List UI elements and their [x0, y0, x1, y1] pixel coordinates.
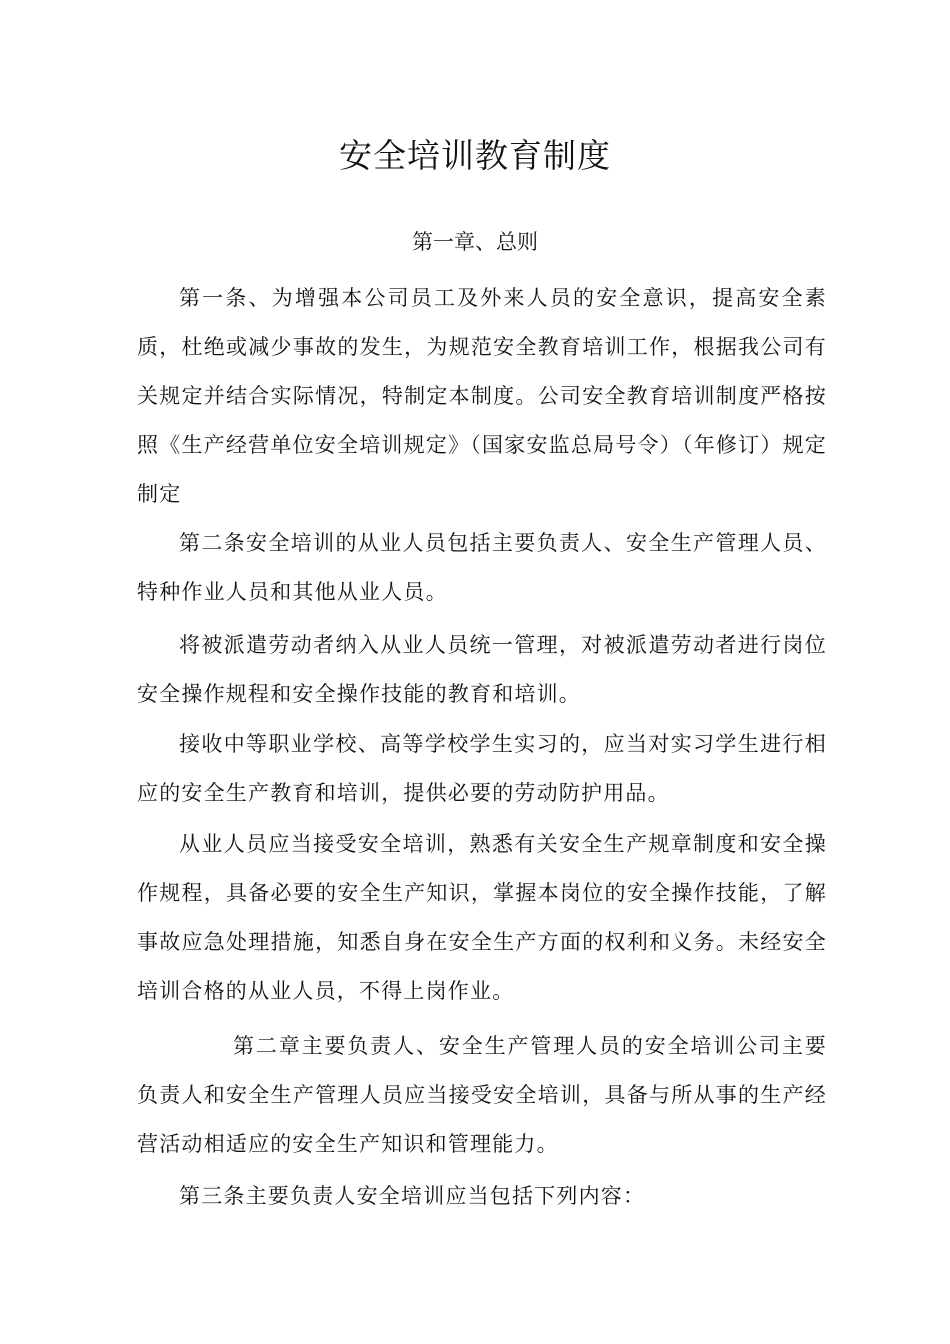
article-2-paragraph: 第二条安全培训的从业人员包括主要负责人、安全生产管理人员、特种作业人员和其他从业人员。	[137, 531, 827, 604]
intern-students-paragraph: 接收中等职业学校、高等学校学生实习的，应当对实习学生进行相应的安全生产教育和培训，提供必要的劳动防护用品。	[137, 732, 827, 805]
chapter-1-heading: 第一章、总则	[412, 230, 538, 254]
document-title: 安全培训教育制度	[339, 136, 611, 175]
article-3-paragraph: 第三条主要负责人安全培训应当包括下列内容：	[179, 1184, 646, 1208]
chapter-2-paragraph: 第二章主要负责人、安全生产管理人员的安全培训公司主要负责人和安全生产管理人员应当接受安全培训，具备与所从事的生产经营活动相适应的安全生产知识和管理能力。	[137, 1034, 827, 1156]
employee-training-paragraph: 从业人员应当接受安全培训，熟悉有关安全生产规章制度和安全操作规程，具备必要的安全生产知识，掌握本岗位的安全操作技能，了解事故应急处理措施，知悉自身在安全生产方面的权利和义务。未经安全培训合格的从业人员，不得上岗作业。	[137, 832, 827, 1003]
article-1-paragraph: 第一条、为增强本公司员工及外来人员的安全意识，提高安全素质，杜绝或减少事故的发生，为规范安全教育培训工作，根据我公司有关规定并结合实际情况，特制定本制度。公司安全教育培训制度严格按照《生产经营单位安全培训规定》（国家安监总局号令）（年修订）规定制定	[137, 286, 827, 506]
dispatched-workers-paragraph: 将被派遣劳动者纳入从业人员统一管理，对被派遣劳动者进行岗位安全操作规程和安全操作技能的教育和培训。	[137, 633, 827, 706]
